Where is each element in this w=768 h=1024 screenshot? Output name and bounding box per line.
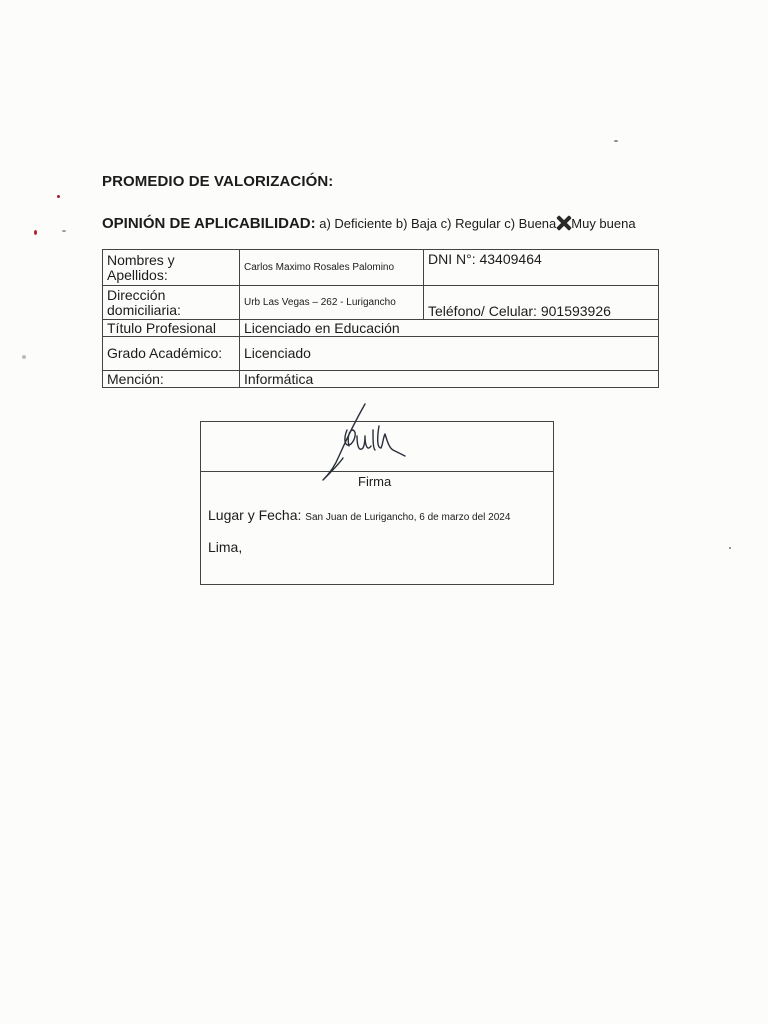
mencion-label: Mención: — [103, 371, 240, 388]
table-row — [103, 286, 659, 320]
dni-field: DNI N°: 43409464 — [424, 250, 659, 286]
x-mark-icon — [555, 216, 572, 230]
lima-label: Lima, — [208, 539, 243, 555]
opinion-aplicabilidad-line — [102, 215, 636, 232]
lugar-fecha-row — [208, 507, 510, 523]
mencion-value: Informática — [240, 371, 659, 388]
grado-value: Licenciado — [240, 337, 659, 371]
opinion-option-muy-buena: Muy buena — [571, 216, 636, 231]
opinion-label: OPINIÓN DE APLICABILIDAD: — [102, 215, 316, 232]
lugar-fecha-label: Lugar y Fecha: — [208, 507, 302, 523]
table-row — [103, 250, 659, 286]
table-row — [103, 337, 659, 371]
nombres-label: Nombres y Apellidos: — [103, 250, 240, 286]
scan-speck — [62, 230, 66, 232]
datos-table — [102, 249, 659, 388]
scan-speck — [34, 230, 37, 235]
telefono-field: Teléfono/ Celular: 901593926 — [424, 286, 659, 320]
firma-label: Firma — [358, 474, 392, 489]
titulo-value: Licenciado en Educación — [240, 320, 659, 337]
scan-speck — [57, 195, 60, 198]
scan-speck — [614, 140, 618, 142]
table-row — [103, 371, 659, 388]
direccion-value: Urb Las Vegas – 262 - Lurigancho — [240, 286, 424, 320]
nombres-value: Carlos Maximo Rosales Palomino — [240, 250, 424, 286]
titulo-label: Título Profesional — [103, 320, 240, 337]
grado-label: Grado Académico: — [103, 337, 240, 371]
scan-speck — [22, 355, 26, 359]
heading-promedio-valorizacion: PROMEDIO DE VALORIZACIÓN: — [102, 173, 334, 190]
direccion-label: Dirección domiciliaria: — [103, 286, 240, 320]
table-row — [103, 320, 659, 337]
lugar-fecha-value: San Juan de Lurigancho, 6 de marzo del 2024 — [305, 512, 511, 523]
scan-speck — [729, 547, 731, 549]
signature-box — [200, 421, 554, 585]
opinion-options: a) Deficiente b) Baja c) Regular c) Buena — [319, 216, 557, 231]
